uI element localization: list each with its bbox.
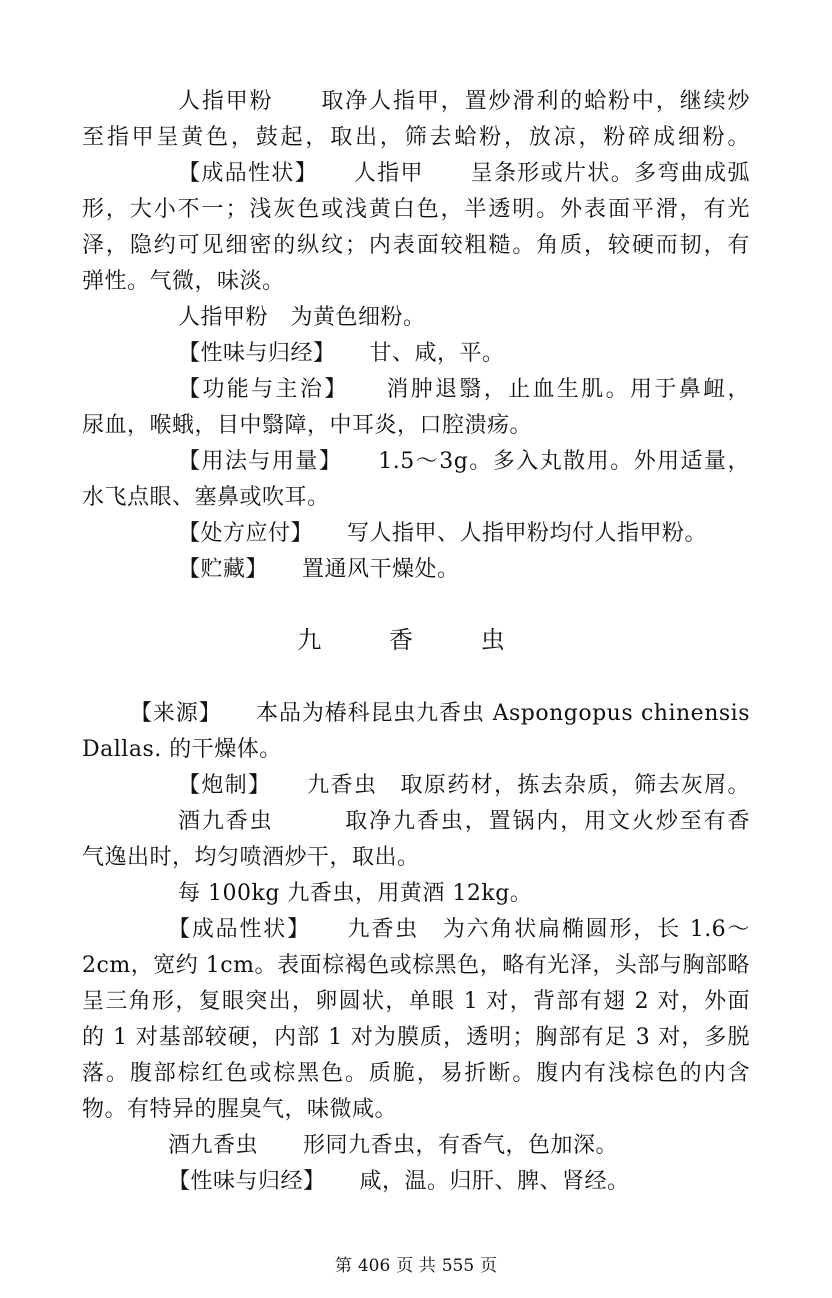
- text-line: 【处方应付】 写人指甲、人指甲粉均付人指甲粉。: [178, 521, 708, 546]
- text-line: 弹性。气微，味淡。: [82, 269, 285, 294]
- text-line: 每 100kg 九香虫，用黄酒 12kg。: [178, 881, 533, 906]
- text-line: 【性味与归经】 咸，温。归肝、脾、肾经。: [168, 1169, 630, 1194]
- page-total: 555: [441, 1256, 475, 1276]
- text-line: 【用法与用量】 1.5～3g。多入丸散用。外用适量，: [178, 449, 750, 474]
- text-line: 【贮藏】 置通风干燥处。: [178, 557, 460, 582]
- footer-prefix: 第: [334, 1256, 352, 1276]
- footer-suffix: 页: [480, 1256, 498, 1276]
- text-line: 【性味与归经】 甘、咸，平。: [178, 341, 505, 366]
- text-line: 的 1 对基部较硬，内部 1 对为膜质，透明；胸部有足 3 对，多脱: [82, 1025, 750, 1050]
- text-line: 人指甲粉 为黄色细粉。: [178, 305, 426, 330]
- text-line: 2cm，宽约 1cm。表面棕褐色或棕黑色，略有光泽，头部与胸部略: [82, 953, 750, 978]
- text-line: 落。腹部棕红色或棕黑色。质脆，易折断。腹内有浅棕色的内含: [82, 1061, 750, 1086]
- text-line: 呈三角形，复眼突出，卵圆状，单眼 1 对，背部有翅 2 对，外面: [82, 989, 750, 1014]
- text-line: 形，大小不一；浅灰色或浅黄白色，半透明。外表面平滑，有光: [82, 197, 750, 222]
- text-line: 【炮制】 九香虫 取原药材，拣去杂质，筛去灰屑。: [178, 773, 750, 798]
- text-line: 物。有特异的腥臭气，味微咸。: [82, 1097, 398, 1122]
- text-line: 【成品性状】 人指甲 呈条形或片状。多弯曲成弧: [178, 161, 750, 186]
- text-line: 酒九香虫 形同九香虫，有香气，色加深。: [168, 1133, 619, 1158]
- text-line: 水飞点眼、塞鼻或吹耳。: [82, 485, 330, 510]
- text-line: Dallas. 的干燥体。: [82, 737, 282, 762]
- text-line: 【功能与主治】 消肿退翳，止血生肌。用于鼻衄，: [178, 377, 750, 402]
- page-number: 406: [357, 1256, 391, 1276]
- text-line: 人指甲粉 取净人指甲，置炒滑利的蛤粉中，继续炒: [178, 89, 750, 114]
- text-line: 气逸出时，均匀喷酒炒干，取出。: [82, 845, 420, 870]
- text-line: 【来源】 本品为椿科昆虫九香虫 Aspongopus chinensis: [130, 701, 750, 726]
- page-footer: [0, 1254, 832, 1278]
- text-line: 酒九香虫 取净九香虫，置锅内，用文火炒至有香: [178, 809, 750, 834]
- text-line: 泽，隐约可见细密的纵纹；内表面较粗糙。角质，较硬而韧，有: [82, 233, 750, 258]
- text-line: 至指甲呈黄色，鼓起，取出，筛去蛤粉，放凉，粉碎成细粉。: [82, 125, 750, 150]
- text-line: 【成品性状】 九香虫 为六角状扁椭圆形，长 1.6～: [168, 917, 750, 942]
- footer-mid: 页 共: [396, 1256, 436, 1276]
- text-line: 尿血，喉蛾，目中翳障，中耳炎，口腔溃疡。: [82, 413, 533, 438]
- section-heading: 九 香 虫: [297, 626, 535, 654]
